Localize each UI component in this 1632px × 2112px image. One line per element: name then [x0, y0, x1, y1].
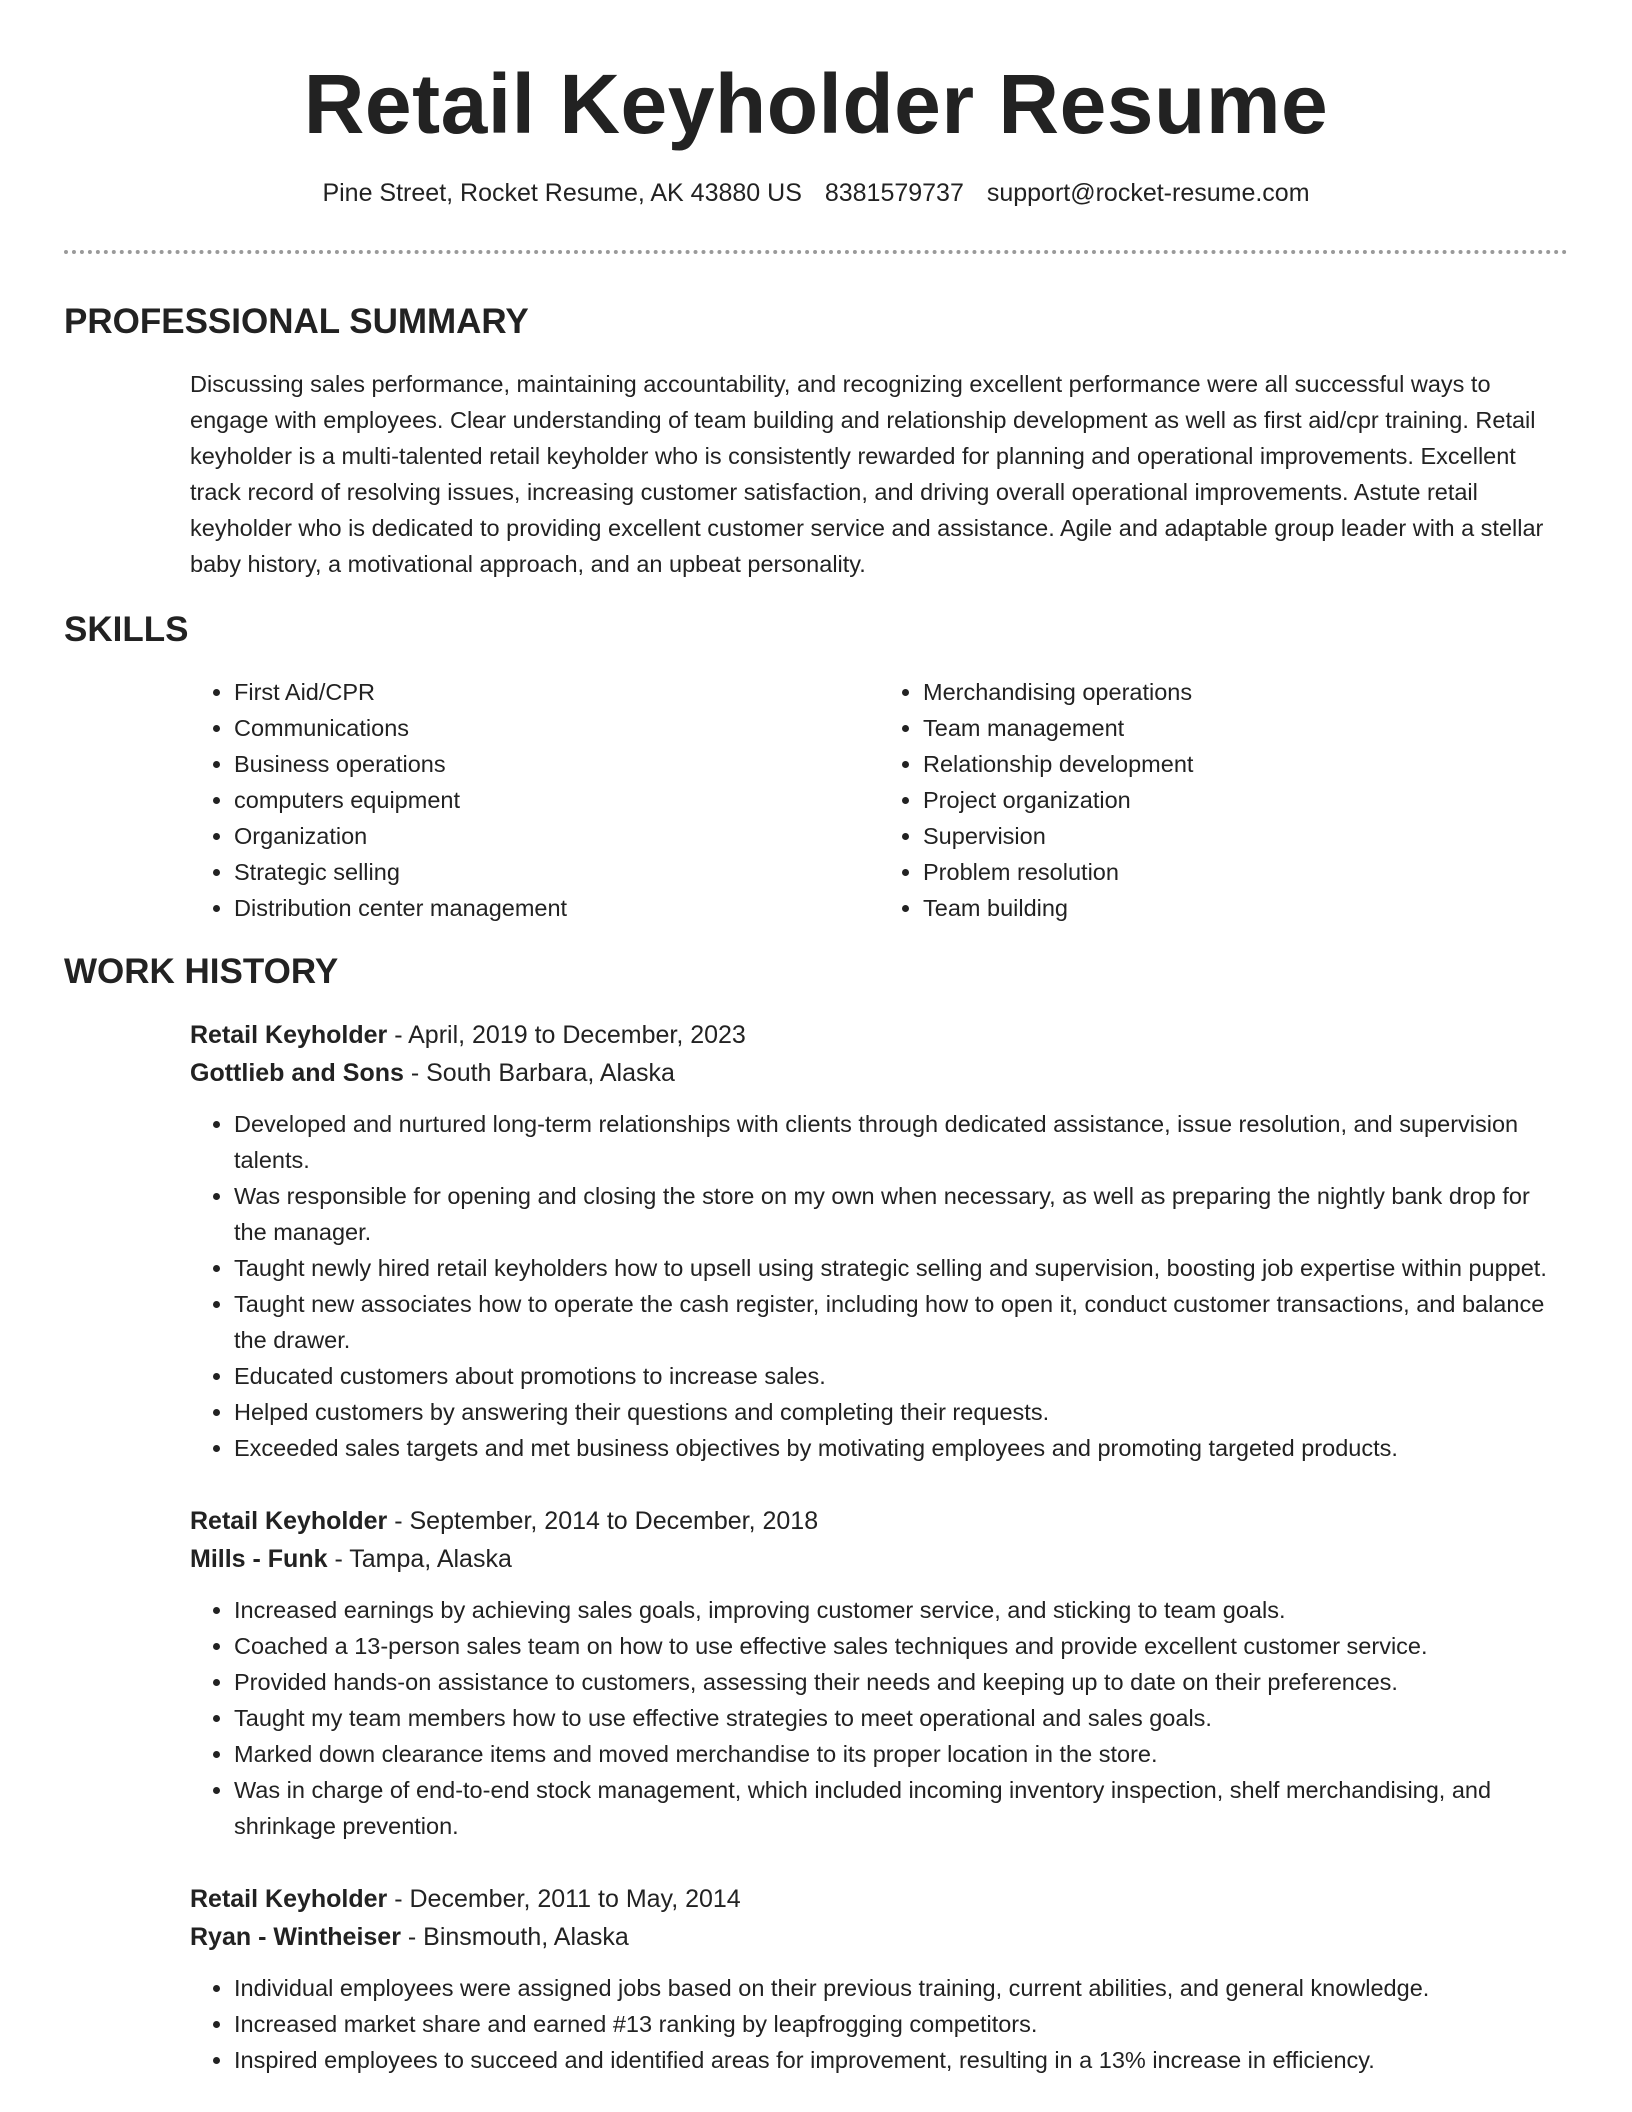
contact-phone: 8381579737: [824, 179, 964, 207]
resume-header: [64, 0, 1568, 210]
job-dates: - April, 2019 to December, 2023: [387, 1021, 746, 1049]
skills-heading: SKILLS: [64, 610, 189, 649]
job-bullet: • Increased market share and earned #13 ranking by leapfrogging competitors.: [234, 2006, 1568, 2042]
job-role-line: [190, 1502, 1568, 1540]
skill-item: • Organization: [234, 818, 879, 854]
job-bullet: • Helped customers by answering their questions and completing their requests.: [234, 1394, 1568, 1430]
job-role: Retail Keyholder: [190, 1507, 388, 1535]
job-bullets: [190, 1970, 1568, 2078]
job-entry: [190, 1016, 1568, 1466]
job-location: - South Barbara, Alaska: [403, 1059, 675, 1087]
skill-item: • computers equipment: [234, 782, 879, 818]
summary-heading: PROFESSIONAL SUMMARY: [64, 302, 529, 341]
job-bullet: • Individual employees were assigned jobs based on their previous training, current abilities, and general knowledge.: [234, 1970, 1568, 2006]
job-bullet: • Exceeded sales targets and met business objectives by motivating employees and promoting targeted products.: [234, 1430, 1568, 1466]
job-entry: [190, 1880, 1568, 2078]
work-history-heading: WORK HISTORY: [64, 952, 339, 991]
job-dates: - December, 2011 to May, 2014: [387, 1885, 741, 1913]
job-role: Retail Keyholder: [190, 1021, 388, 1049]
skill-item: • Supervision: [923, 818, 1568, 854]
skill-item: • Team management: [923, 710, 1568, 746]
job-dates: - September, 2014 to December, 2018: [387, 1507, 819, 1535]
job-bullet: • Coached a 13-person sales team on how to use effective sales techniques and provide excellent customer service.: [234, 1628, 1568, 1664]
job-bullet: • Taught newly hired retail keyholders how to upsell using strategic selling and supervision, boosting job expertise within puppet.: [234, 1250, 1568, 1286]
job-bullet: • Inspired employees to succeed and identified areas for improvement, resulting in a 13% increase in efficiency.: [234, 2042, 1568, 2078]
job-company-line: [190, 1918, 1568, 1956]
job-company-line: [190, 1054, 1568, 1092]
job-company: Ryan - Wintheiser: [190, 1923, 401, 1951]
job-bullet: • Marked down clearance items and moved merchandise to its proper location in the store.: [234, 1736, 1568, 1772]
job-company: Gottlieb and Sons: [190, 1059, 404, 1087]
skills-section: [190, 674, 1568, 926]
job-bullet: • Developed and nurtured long-term relationships with clients through dedicated assistance, issue resolution, and supervision talents.: [234, 1106, 1568, 1178]
contact-email: support@rocket-resume.com: [986, 179, 1310, 207]
skills-column-left: [190, 674, 879, 926]
job-bullets: [190, 1106, 1568, 1466]
skill-item: • Distribution center management: [234, 890, 879, 926]
skill-item: • Problem resolution: [923, 854, 1568, 890]
job-entry: [190, 1502, 1568, 1844]
skill-item: • Relationship development: [923, 746, 1568, 782]
skill-item: • Business operations: [234, 746, 879, 782]
resume-title: Retail Keyholder Resume: [303, 57, 1329, 151]
summary-section: [190, 366, 1568, 582]
skill-item: • Communications: [234, 710, 879, 746]
skill-item: • Merchandising operations: [923, 674, 1568, 710]
skill-item: • Project organization: [923, 782, 1568, 818]
job-role-line: [190, 1016, 1568, 1054]
header-divider: [64, 250, 1568, 254]
skill-item: • First Aid/CPR: [234, 674, 879, 710]
contact-line: [64, 176, 1568, 210]
job-bullet: • Was responsible for opening and closing the store on my own when necessary, as well as preparing the nightly bank drop for the manager.: [234, 1178, 1568, 1250]
skill-item: • Team building: [923, 890, 1568, 926]
job-bullet: • Educated customers about promotions to increase sales.: [234, 1358, 1568, 1394]
job-bullets: [190, 1592, 1568, 1844]
skill-item: • Strategic selling: [234, 854, 879, 890]
job-role: Retail Keyholder: [190, 1885, 388, 1913]
job-bullet: • Provided hands-on assistance to customers, assessing their needs and keeping up to date on their preferences.: [234, 1664, 1568, 1700]
skills-column-right: [879, 674, 1568, 926]
summary-text: Discussing sales performance, maintaining accountability, and recognizing excellent performance were all successful ways to engage with employees. Clear understanding of team building and relationship development as well as first aid/cpr training. Retail keyholder is a multi-talented retail keyholder who is consistently rewarded for planning and operational improvements. Excellent track record of resolving issues, increasing customer satisfaction, and driving overall operational improvements. Astute retail keyholder who is dedicated to providing excellent customer service and assistance. Agile and adaptable group leader with a stellar baby history, a motivational approach, and an upbeat personality.: [190, 371, 1544, 577]
job-company: Mills - Funk: [190, 1545, 328, 1573]
job-bullet: • Was in charge of end-to-end stock management, which included incoming inventory inspection, shelf merchandising, and shrinkage prevention.: [234, 1772, 1568, 1844]
job-location: - Tampa, Alaska: [327, 1545, 512, 1573]
contact-address: Pine Street, Rocket Resume, AK 43880 US: [322, 179, 802, 207]
job-bullet: • Increased earnings by achieving sales goals, improving customer service, and sticking to team goals.: [234, 1592, 1568, 1628]
job-location: - Binsmouth, Alaska: [400, 1923, 629, 1951]
job-bullet: • Taught new associates how to operate the cash register, including how to open it, conduct customer transactions, and balance the drawer.: [234, 1286, 1568, 1358]
work-history-section: [190, 1016, 1568, 2078]
job-company-line: [190, 1540, 1568, 1578]
job-bullet: • Taught my team members how to use effective strategies to meet operational and sales goals.: [234, 1700, 1568, 1736]
job-role-line: [190, 1880, 1568, 1918]
